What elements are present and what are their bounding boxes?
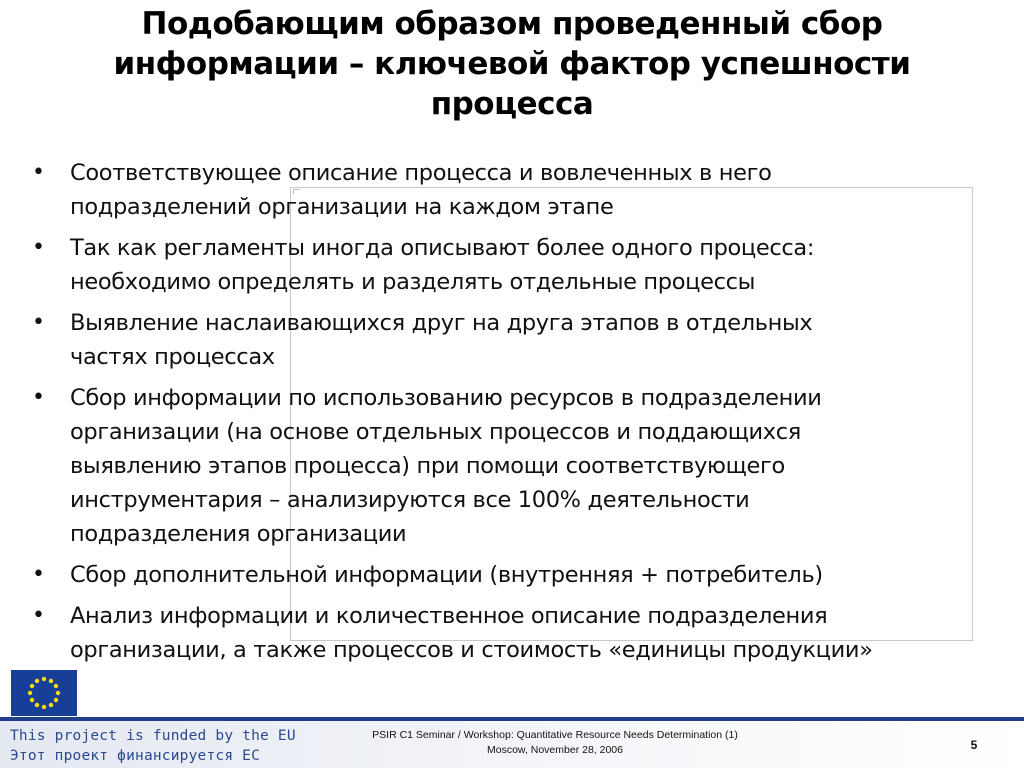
bullet-text-line: необходимо определять и разделять отдельные процессы — [70, 269, 756, 295]
seminar-date: Moscow, November 28, 2006 — [487, 744, 623, 756]
bullet-text-line: организации (на основе отдельных процессов и поддающихся — [70, 419, 801, 445]
bullet-text-line: инструментария – анализируются все 100% деятельности — [70, 487, 750, 513]
funding-text-ru: Этот проект финансируется ЕС — [10, 748, 261, 764]
seminar-caption — [300, 728, 810, 758]
slide-title — [60, 4, 964, 124]
bullet-item — [32, 381, 992, 551]
bullet-list — [32, 156, 992, 674]
bullet-text-line: • Сбор информации по использованию ресурсов в подразделении — [70, 385, 822, 411]
bullet-text-line: частях процессах — [70, 344, 275, 370]
seminar-title: PSIR C1 Seminar / Workshop: Quantitative Resource Needs Determination (1) — [372, 729, 738, 741]
slide-title-line: Подобающим образом проведенный сбор — [141, 6, 883, 42]
bullet-item — [32, 156, 992, 224]
bullet-text-line: • Соответствующее описание процесса и вовлеченных в него — [70, 160, 772, 186]
bullet-text-line: подразделений организации на каждом этапе — [70, 194, 614, 220]
bullet-text-line: подразделения организации — [70, 521, 407, 547]
bullet-text-line: • Выявление наслаивающихся друг на друга этапов в отдельных — [70, 310, 813, 336]
bullet-item — [32, 599, 992, 667]
slide-title-line: информации – ключевой фактор успешности — [113, 46, 911, 82]
funding-text-en: This project is funded by the EU — [10, 728, 296, 744]
bullet-item — [32, 558, 992, 592]
bullet-text-line: организации, а также процессов и стоимость «единицы продукции» — [70, 637, 873, 663]
bullet-text-line: • Так как регламенты иногда описывают более одного процесса: — [70, 235, 815, 261]
slide-title-line: процесса — [430, 86, 594, 122]
eu-flag-graphic — [11, 670, 77, 716]
footer-divider — [0, 717, 1024, 721]
bullet-text-line: • Анализ информации и количественное описание подразделения — [70, 603, 828, 629]
eu-flag-icon — [11, 670, 77, 716]
slide-number: 5 — [970, 738, 978, 752]
bullet-item — [32, 231, 992, 299]
bullet-text-line: выявлению этапов процесса) при помощи соответствующего — [70, 453, 785, 479]
eu-funding-notice — [10, 726, 296, 766]
bullet-item — [32, 306, 992, 374]
bullet-text-line: • Сбор дополнительной информации (внутренняя + потребитель) — [70, 562, 823, 588]
